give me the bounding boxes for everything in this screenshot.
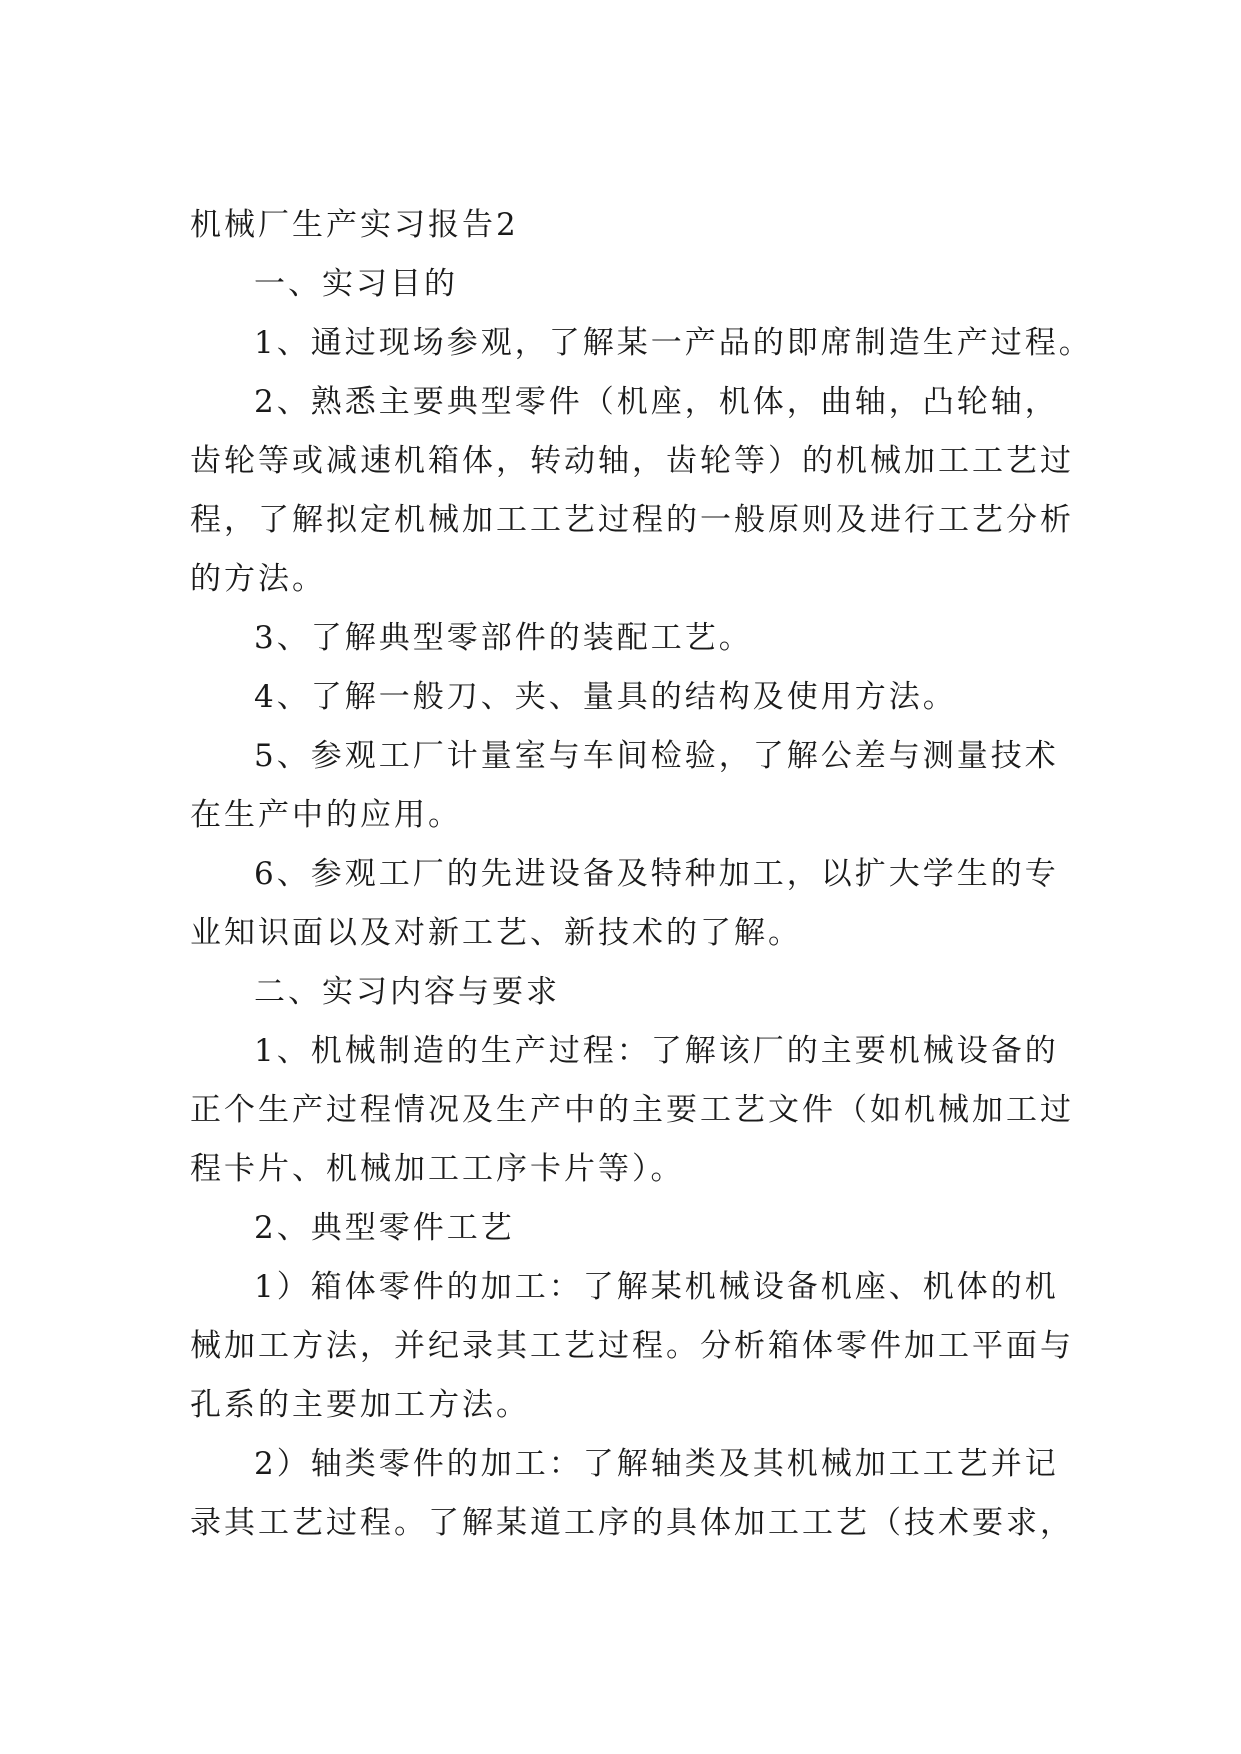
paragraph-line: 5、参观工厂计量室与车间检验，了解公差与测量技术 bbox=[254, 738, 1059, 774]
paragraph bbox=[190, 609, 1056, 668]
paragraph bbox=[190, 373, 1074, 609]
paragraph-line: 3、了解典型零部件的装配工艺。 bbox=[254, 620, 753, 656]
paragraph bbox=[190, 314, 1093, 373]
paragraph bbox=[190, 845, 1059, 963]
paragraph bbox=[190, 963, 1056, 1022]
paragraph-line: 械加工方法，并纪录其工艺过程。分析箱体零件加工平面与 bbox=[190, 1328, 1074, 1364]
document-page bbox=[190, 196, 1093, 1553]
paragraph-line: 业知识面以及对新工艺、新技术的了解。 bbox=[190, 915, 802, 951]
paragraph-line: 1）箱体零件的加工：了解某机械设备机座、机体的机 bbox=[254, 1269, 1059, 1305]
document-title: 机械厂生产实习报告2 bbox=[190, 207, 519, 243]
paragraph-line: 二、实习内容与要求 bbox=[254, 974, 560, 1010]
paragraph-line: 1、机械制造的生产过程：了解该厂的主要机械设备的 bbox=[254, 1033, 1059, 1069]
paragraph bbox=[190, 727, 1059, 845]
paragraph-line: 一、实习目的 bbox=[254, 266, 458, 302]
paragraph-line: 2、典型零件工艺 bbox=[254, 1210, 515, 1246]
paragraph bbox=[190, 1199, 1056, 1258]
paragraph-line: 程，了解拟定机械加工工艺过程的一般原则及进行工艺分析 bbox=[190, 502, 1074, 538]
paragraph-line: 6、参观工厂的先进设备及特种加工，以扩大学生的专 bbox=[254, 856, 1059, 892]
document-body bbox=[190, 255, 1093, 1553]
paragraph-line: 2）轴类零件的加工：了解轴类及其机械加工工艺并记 bbox=[254, 1446, 1059, 1482]
paragraph-line: 1、通过现场参观，了解某一产品的即席制造生产过程。 bbox=[254, 325, 1093, 361]
paragraph bbox=[190, 1022, 1074, 1199]
paragraph-line: 的方法。 bbox=[190, 561, 326, 597]
paragraph-line: 录其工艺过程。了解某道工序的具体加工工艺（技术要求， bbox=[190, 1505, 1074, 1541]
paragraph-line: 正个生产过程情况及生产中的主要工艺文件（如机械加工过 bbox=[190, 1092, 1074, 1128]
paragraph-line: 4、了解一般刀、夹、量具的结构及使用方法。 bbox=[254, 679, 957, 715]
paragraph-line: 孔系的主要加工方法。 bbox=[190, 1387, 530, 1423]
paragraph bbox=[190, 1258, 1074, 1435]
paragraph-line: 程卡片、机械加工工序卡片等）。 bbox=[190, 1151, 685, 1187]
paragraph bbox=[190, 255, 1056, 314]
paragraph-line: 2、熟悉主要典型零件（机座，机体，曲轴，凸轮轴， bbox=[254, 384, 1059, 420]
paragraph-line: 齿轮等或减速机箱体，转动轴，齿轮等）的机械加工工艺过 bbox=[190, 443, 1074, 479]
paragraph-line: 在生产中的应用。 bbox=[190, 797, 462, 833]
paragraph bbox=[190, 1435, 1074, 1553]
paragraph bbox=[190, 668, 1056, 727]
